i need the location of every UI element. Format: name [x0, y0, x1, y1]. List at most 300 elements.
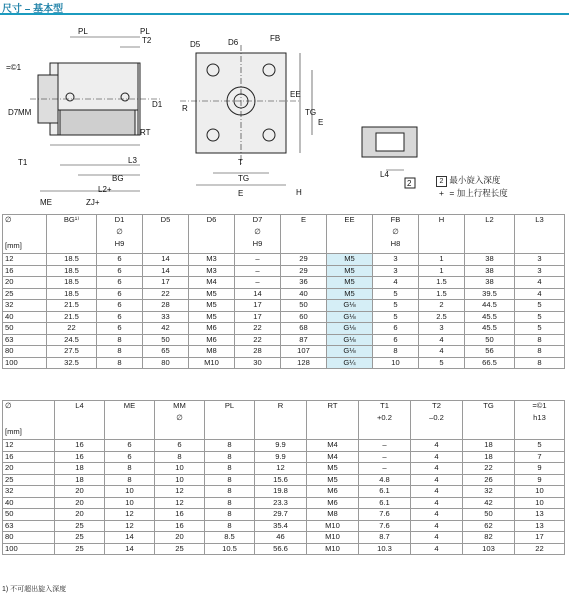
table-cell: 14 [143, 265, 189, 277]
legend-box: 2 [436, 176, 447, 187]
header-line: D6 [206, 215, 217, 224]
table-cell: 1.5 [419, 277, 465, 289]
table-cell: 5 [515, 440, 565, 452]
table-row [3, 509, 565, 521]
label-me: ME [40, 198, 52, 207]
table-cell: 32 [3, 486, 55, 498]
table-cell: 6 [97, 254, 143, 266]
header-line: ∅ [254, 227, 261, 236]
table-row [3, 288, 565, 300]
label-d7: D7 [8, 108, 19, 117]
table-cell: 46 [255, 532, 307, 544]
label-t: T [238, 158, 243, 167]
table-cell: – [235, 265, 281, 277]
table-cell: 18 [55, 474, 105, 486]
header-line [49, 227, 94, 237]
header-line: H9 [114, 239, 125, 248]
table-cell: 14 [105, 543, 155, 555]
table-cell: 20 [3, 277, 47, 289]
column-header [359, 401, 411, 440]
table-cell: M8 [307, 509, 359, 521]
table-cell: 17 [235, 300, 281, 312]
table-cell: 17 [235, 311, 281, 323]
label-t1: T1 [18, 158, 28, 167]
table-cell: 18.5 [47, 254, 97, 266]
table-cell: 4 [411, 463, 463, 475]
column-header [515, 215, 565, 254]
ref-box-label: 2 [407, 179, 412, 188]
table-cell: 4 [515, 277, 565, 289]
table-cell: 27.5 [47, 346, 97, 358]
table-cell: 6.1 [359, 486, 411, 498]
table-cell: 6 [97, 300, 143, 312]
table-cell: 16 [3, 265, 47, 277]
header-line: ∅ [116, 227, 123, 236]
table-cell: 18 [55, 463, 105, 475]
table-cell: 12 [3, 254, 47, 266]
table-header-row [3, 401, 565, 440]
table-cell: 16 [55, 440, 105, 452]
table-cell: M5 [189, 300, 235, 312]
header-line: T2 [432, 401, 441, 410]
table-cell: 8 [97, 357, 143, 369]
table-cell: 10 [105, 486, 155, 498]
label-e-bottom: E [238, 189, 244, 198]
table-cell: 38 [465, 277, 515, 289]
header-line: H8 [390, 239, 401, 248]
header-line: D7 [252, 215, 263, 224]
table-cell: 20 [55, 497, 105, 509]
column-header [327, 215, 373, 254]
table-cell: M10 [307, 532, 359, 544]
table-cell: 12 [105, 509, 155, 521]
header-line [309, 413, 356, 423]
header-line: ∅ [5, 401, 12, 410]
table-cell: G⅛ [327, 323, 373, 335]
table-cell: 50 [143, 334, 189, 346]
table-cell: 18.5 [47, 265, 97, 277]
table-cell: 4 [411, 486, 463, 498]
label-l3: L3 [128, 156, 137, 165]
label-t2: T2 [142, 36, 152, 45]
table-cell: 8 [205, 440, 255, 452]
header-line: ∅ [5, 215, 12, 224]
table-cell: 16 [55, 451, 105, 463]
table-cell: 10 [373, 357, 419, 369]
table-cell: G⅛ [327, 311, 373, 323]
dimension-table-2 [2, 400, 565, 555]
header-line: MM [173, 401, 186, 410]
table-cell: M5 [189, 311, 235, 323]
header-line: D5 [160, 215, 171, 224]
table-cell: 4 [411, 543, 463, 555]
table-cell: 14 [143, 254, 189, 266]
label-tg-bottom: TG [238, 174, 250, 183]
table-cell: 56.6 [255, 543, 307, 555]
table-cell: 20 [55, 509, 105, 521]
column-header [3, 401, 55, 440]
column-header [3, 215, 47, 254]
table-row [3, 334, 565, 346]
label-zj: ZJ+ [86, 198, 100, 207]
legend-line-1 [436, 174, 500, 187]
table-row [3, 463, 565, 475]
table-row [3, 323, 565, 335]
table-cell: 5 [515, 311, 565, 323]
table-cell: 25 [55, 532, 105, 544]
table-cell: 4 [373, 277, 419, 289]
table-cell: 10.3 [359, 543, 411, 555]
dimension-table-1 [2, 214, 565, 369]
table-cell: 29 [281, 265, 327, 277]
legend-line-2 [436, 187, 508, 199]
table-cell: M3 [189, 265, 235, 277]
table-cell: 28 [235, 346, 281, 358]
table-cell: 4 [411, 440, 463, 452]
table-cell: M8 [189, 346, 235, 358]
table-cell: 9 [515, 474, 565, 486]
column-header [155, 401, 205, 440]
legend-plus: + [439, 188, 444, 198]
table-cell: 4 [411, 474, 463, 486]
table-cell: 35.4 [255, 520, 307, 532]
table-cell: 8.7 [359, 532, 411, 544]
table-cell: 62 [463, 520, 515, 532]
table-cell: 38 [465, 254, 515, 266]
table-cell: 29.7 [255, 509, 307, 521]
table-cell: 12 [155, 486, 205, 498]
table-cell: 6 [373, 334, 419, 346]
label-h: H [296, 188, 302, 197]
table-cell: 10.5 [205, 543, 255, 555]
table-cell: 8 [205, 497, 255, 509]
table-cell: 68 [281, 323, 327, 335]
table-cell: 22 [235, 323, 281, 335]
table-cell: M10 [189, 357, 235, 369]
table-header-row [3, 215, 565, 254]
table-cell: 9 [515, 463, 565, 475]
table-cell: G⅛ [327, 300, 373, 312]
table-row [3, 451, 565, 463]
table-cell: 26 [463, 474, 515, 486]
header-line [107, 413, 152, 423]
table-cell: 4 [411, 509, 463, 521]
header-line: E [300, 215, 307, 224]
table-cell: 32 [463, 486, 515, 498]
table-cell: 82 [463, 532, 515, 544]
header-line: L4 [75, 401, 84, 410]
table-cell: 17 [515, 532, 565, 544]
table-cell: 42 [143, 323, 189, 335]
table-cell: 21.5 [47, 300, 97, 312]
header-line [191, 227, 232, 237]
column-header [205, 401, 255, 440]
column-header [47, 215, 97, 254]
table-cell: 25 [3, 288, 47, 300]
table-cell: 20 [55, 486, 105, 498]
label-pl-right: PL [140, 27, 150, 36]
table-cell: M4 [189, 277, 235, 289]
table-cell: 50 [3, 323, 47, 335]
table-cell: 13 [515, 520, 565, 532]
table-cell: 4 [411, 497, 463, 509]
table-cell: M5 [327, 288, 373, 300]
label-tg: TG [305, 108, 317, 117]
table-cell: 18 [463, 440, 515, 452]
table-cell: 19.8 [255, 486, 307, 498]
table-cell: G⅛ [327, 346, 373, 358]
table-row [3, 474, 565, 486]
table-cell: 128 [281, 357, 327, 369]
column-header [465, 215, 515, 254]
table-cell: 45.5 [465, 311, 515, 323]
header-line: FB [390, 215, 401, 224]
table-cell: 7 [515, 451, 565, 463]
table-cell: 3 [373, 254, 419, 266]
header-line: L3 [535, 215, 544, 224]
table-cell: 33 [143, 311, 189, 323]
table-cell: 45.5 [465, 323, 515, 335]
table-cell: M5 [189, 288, 235, 300]
column-header [411, 401, 463, 440]
table-cell: 80 [143, 357, 189, 369]
table-cell: 50 [463, 509, 515, 521]
table-cell: 14 [235, 288, 281, 300]
table-cell: 16 [3, 451, 55, 463]
table-cell: M4 [307, 451, 359, 463]
table-cell: 6 [97, 265, 143, 277]
table-cell: 8 [515, 334, 565, 346]
table-cell: 4.8 [359, 474, 411, 486]
table-cell: 5 [419, 357, 465, 369]
label-d5: D5 [190, 40, 201, 49]
table-cell: 4 [411, 532, 463, 544]
table-cell: – [359, 440, 411, 452]
table-cell: 8 [373, 346, 419, 358]
table-cell: 40 [3, 497, 55, 509]
table-cell: 8 [515, 346, 565, 358]
table-cell: 6 [97, 288, 143, 300]
header-line: TG [483, 401, 494, 410]
label-r: R [182, 104, 188, 113]
table-cell: 3 [515, 265, 565, 277]
table-cell: 12 [155, 497, 205, 509]
table-cell: 100 [3, 543, 55, 555]
table-cell: M4 [307, 440, 359, 452]
table-cell: 66.5 [465, 357, 515, 369]
header-line: ∅ [392, 227, 399, 236]
table-cell: 20 [155, 532, 205, 544]
column-header [143, 215, 189, 254]
table-cell: 25 [55, 520, 105, 532]
table-cell: 3 [373, 265, 419, 277]
label-bg: BG [112, 174, 124, 183]
table-cell: 18 [463, 451, 515, 463]
header-line: PL [224, 401, 235, 410]
table-cell: 6.1 [359, 497, 411, 509]
label-pl: PL [78, 27, 88, 36]
table-cell: 6 [105, 440, 155, 452]
table-cell: 80 [3, 346, 47, 358]
table-cell: 8 [105, 463, 155, 475]
header-line [517, 227, 562, 237]
table-cell: 4 [419, 334, 465, 346]
table-cell: 50 [3, 509, 55, 521]
table-cell: 8.5 [205, 532, 255, 544]
table-cell: M6 [307, 497, 359, 509]
header-line [421, 227, 462, 237]
column-header [255, 401, 307, 440]
label-d6: D6 [228, 38, 239, 47]
table-cell: G⅛ [327, 334, 373, 346]
header-line: +0.2 [377, 413, 392, 422]
table-cell: 38 [465, 265, 515, 277]
table-cell: 8 [97, 346, 143, 358]
table-cell: M6 [307, 486, 359, 498]
table-cell: M10 [307, 543, 359, 555]
table-cell: 39.5 [465, 288, 515, 300]
table-cell: 2.5 [419, 311, 465, 323]
table-cell: 1 [419, 254, 465, 266]
table-cell: 10 [105, 497, 155, 509]
table-cell: 63 [3, 520, 55, 532]
table-cell: 5 [373, 288, 419, 300]
label-fb: FB [270, 34, 281, 43]
table-cell: – [235, 277, 281, 289]
table-cell: 30 [235, 357, 281, 369]
table-cell: 3 [515, 254, 565, 266]
header-line [57, 413, 102, 423]
table-cell: 14 [105, 532, 155, 544]
header-line [145, 227, 186, 237]
table-cell: 36 [281, 277, 327, 289]
table-row [3, 543, 565, 555]
table-cell: 7.6 [359, 509, 411, 521]
footnote: 1) 不可超出旋入深度 [2, 586, 67, 593]
table-cell: 8 [205, 509, 255, 521]
table-cell: 15.6 [255, 474, 307, 486]
header-line: H9 [252, 239, 263, 248]
header-line: –0.2 [429, 413, 444, 422]
table-cell: M5 [307, 463, 359, 475]
table-cell: 6 [155, 440, 205, 452]
table-cell: M3 [189, 254, 235, 266]
label-d1: D1 [152, 100, 163, 109]
header-line [207, 413, 252, 423]
table-cell: 107 [281, 346, 327, 358]
table-cell: M5 [327, 254, 373, 266]
table-cell: 22 [515, 543, 565, 555]
table-cell: 50 [465, 334, 515, 346]
column-header [373, 215, 419, 254]
table-cell: 18.5 [47, 277, 97, 289]
table-cell: 1.5 [419, 288, 465, 300]
table-cell: – [359, 463, 411, 475]
table-cell: 5 [373, 311, 419, 323]
table-cell: 8 [205, 520, 255, 532]
table-cell: 4 [411, 451, 463, 463]
table-cell: 24.5 [47, 334, 97, 346]
table-cell: 44.5 [465, 300, 515, 312]
table-cell: M5 [327, 277, 373, 289]
label-c1: =©1 [6, 63, 22, 72]
table-cell: 16 [155, 509, 205, 521]
table-cell: 13 [515, 509, 565, 521]
table-cell: 8 [205, 486, 255, 498]
table-cell: 12 [255, 463, 307, 475]
table-cell: 9.9 [255, 440, 307, 452]
table-row [3, 254, 565, 266]
table-cell: 10 [515, 486, 565, 498]
table-cell: 8 [515, 357, 565, 369]
table-cell: 6 [373, 323, 419, 335]
table-cell: 103 [463, 543, 515, 555]
table-cell: 56 [465, 346, 515, 358]
table-cell: 8 [97, 334, 143, 346]
table-cell: 6 [97, 311, 143, 323]
label-mm: MM [18, 108, 32, 117]
table-cell: 6 [97, 323, 143, 335]
table-cell: 5 [515, 300, 565, 312]
table-cell: 22 [463, 463, 515, 475]
table-cell: 9.9 [255, 451, 307, 463]
header-line: D1 [114, 215, 125, 224]
table-cell: 29 [281, 254, 327, 266]
header-line: H [438, 215, 445, 224]
table-cell: 3 [419, 323, 465, 335]
table-cell: M6 [189, 323, 235, 335]
column-header [307, 401, 359, 440]
label-ee: EE [290, 90, 301, 99]
table-cell: 4 [411, 520, 463, 532]
table-row [3, 486, 565, 498]
table-cell: M6 [189, 334, 235, 346]
table-cell: 25 [55, 543, 105, 555]
table-row [3, 346, 565, 358]
table-cell: 32.5 [47, 357, 97, 369]
table-cell: 4 [419, 346, 465, 358]
table-cell: 21.5 [47, 311, 97, 323]
label-l4: L4 [380, 170, 389, 179]
table-cell: – [359, 451, 411, 463]
section-header [0, 0, 569, 15]
table-cell: 8 [105, 474, 155, 486]
legend-text-1: 最小旋入深度 [449, 175, 501, 185]
header-line [465, 413, 512, 423]
header-line [283, 227, 324, 237]
table-cell: 22 [47, 323, 97, 335]
table-cell: 7.6 [359, 520, 411, 532]
header-line: EE [344, 215, 355, 224]
table-cell: 28 [143, 300, 189, 312]
table-cell: 10 [515, 497, 565, 509]
column-header [55, 401, 105, 440]
table-cell: 12 [105, 520, 155, 532]
table-row [3, 357, 565, 369]
table-cell: 17 [143, 277, 189, 289]
table-cell: 8 [205, 451, 255, 463]
table-cell: 22 [143, 288, 189, 300]
table-cell: 60 [281, 311, 327, 323]
table-cell: 10 [155, 463, 205, 475]
table-row [3, 520, 565, 532]
table-cell: 1 [419, 265, 465, 277]
table-cell: 100 [3, 357, 47, 369]
table-cell: 5 [515, 323, 565, 335]
section-title: 尺寸 – 基本型 [2, 4, 64, 15]
table-cell: 32 [3, 300, 47, 312]
table-cell: 50 [281, 300, 327, 312]
